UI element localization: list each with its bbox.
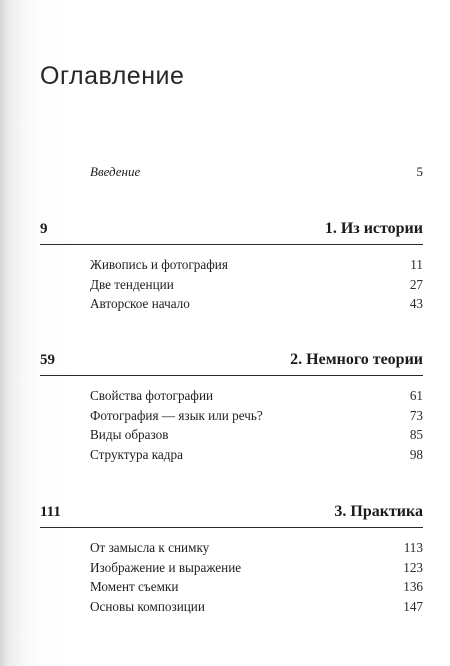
page-title: Оглавление <box>40 62 185 90</box>
chapter-heading <box>40 503 423 528</box>
chapter-2 <box>40 351 423 464</box>
toc-entry-label: Две тенденции <box>90 276 174 292</box>
toc-entry-page: 11 <box>410 257 423 272</box>
toc-entry-label: От замысла к снимку <box>90 540 210 555</box>
chapter-title: 2. Немного теории <box>290 351 423 368</box>
toc-entry-label: Свойства фотографии <box>90 388 214 403</box>
chapter-title: 1. Из истории <box>324 220 423 237</box>
toc-entry <box>90 597 423 617</box>
chapter-1 <box>40 220 423 314</box>
toc-entry-page: 73 <box>409 407 423 423</box>
toc-entry-label: Изображение и выражение <box>90 559 242 575</box>
chapter-3 <box>40 503 423 616</box>
toc-entry-page: 123 <box>403 559 423 575</box>
section-list <box>40 538 423 616</box>
toc-entry-label: Живопись и фотография <box>90 257 228 272</box>
chapter-page-number: 111 <box>40 504 61 520</box>
toc-entry <box>90 538 423 558</box>
toc-entry-label: Введение <box>90 164 141 179</box>
toc-entry-page: 113 <box>403 540 423 555</box>
toc-entry-page: 85 <box>409 427 423 442</box>
toc-entry-page: 27 <box>409 276 423 292</box>
toc-entry-page: 136 <box>403 579 423 594</box>
toc-entry-label: Авторское начало <box>90 296 190 311</box>
toc-entry-label: Фотография — язык или речь? <box>90 407 263 423</box>
toc-entry <box>90 386 423 406</box>
toc-entry <box>90 577 423 597</box>
toc-entry <box>90 406 423 426</box>
section-list <box>40 386 423 464</box>
toc-entry-label: Момент съемки <box>90 579 179 594</box>
toc-entry-label: Основы композиции <box>90 598 205 614</box>
toc-entry <box>90 558 423 578</box>
section-list <box>40 255 423 314</box>
toc-entry <box>90 275 423 295</box>
toc-entry-page: 5 <box>416 164 423 179</box>
chapter-heading <box>40 220 423 245</box>
toc-entry <box>90 294 423 314</box>
chapter-page-number: 59 <box>40 352 55 368</box>
chapter-page-number: 9 <box>40 221 48 237</box>
toc-entry-page: 98 <box>409 446 423 462</box>
toc-entry <box>90 255 423 275</box>
toc-entry-label: Структура кадра <box>90 446 183 462</box>
toc-entry-page: 147 <box>403 598 423 614</box>
toc-entry <box>90 425 423 445</box>
toc-entry-page: 61 <box>409 388 423 403</box>
toc-entry-page: 43 <box>409 296 423 311</box>
toc-entry-label: Виды образов <box>90 427 169 442</box>
toc-entry-intro <box>90 164 423 180</box>
chapter-heading <box>40 351 423 376</box>
chapter-title: 3. Практика <box>334 503 423 520</box>
toc-entry <box>90 445 423 465</box>
